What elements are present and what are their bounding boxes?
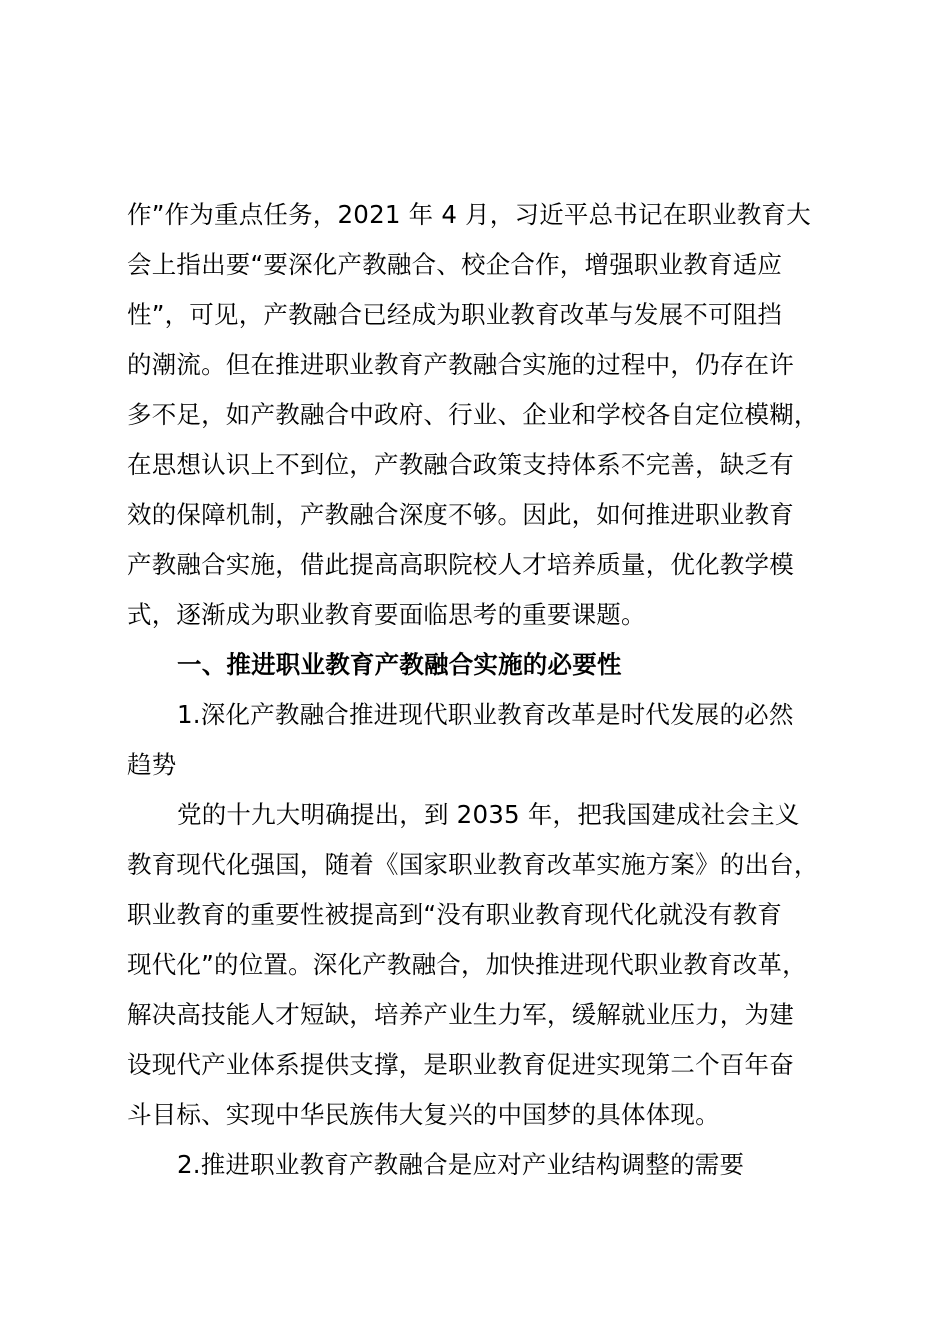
- paragraph-line: 斗目标、实现中华民族伟大复兴的中国梦的具体体现。: [127, 1100, 720, 1129]
- paragraph-line: 党的十九大明确提出，到 2035 年，把我国建成社会主义: [177, 800, 800, 829]
- subsection-heading: 1.深化产教融合推进现代职业教育改革是时代发展的必然: [177, 700, 794, 729]
- paragraph-line: 解决高技能人才短缺，培养产业生力军，缓解就业压力，为建: [127, 1000, 794, 1029]
- subsection-heading: 2.推进职业教育产教融合是应对产业结构调整的需要: [177, 1150, 745, 1179]
- paragraph-line: 设现代产业体系提供支撑，是职业教育促进实现第二个百年奋: [127, 1050, 794, 1079]
- paragraph-line: 产教融合实施，借此提高高职院校人才培养质量，优化教学模: [127, 550, 794, 579]
- paragraph-line: 的潮流。但在推进职业教育产教融合实施的过程中，仍存在许: [127, 350, 794, 379]
- section-heading: 一、推进职业教育产教融合实施的必要性: [177, 650, 622, 679]
- paragraph-line: 多不足，如产教融合中政府、行业、企业和学校各自定位模糊，: [127, 400, 819, 429]
- subsection-heading-cont: 趋势: [127, 750, 177, 779]
- paragraph-line: 现代化”的位置。深化产教融合，加快推进现代职业教育改革，: [127, 950, 807, 979]
- paragraph-line: 式，逐渐成为职业教育要面临思考的重要课题。: [127, 600, 646, 629]
- paragraph-line: 效的保障机制，产教融合深度不够。因此，如何推进职业教育: [127, 500, 794, 529]
- paragraph-line: 职业教育的重要性被提高到“没有职业教育现代化就没有教育: [127, 900, 783, 929]
- body-text: [127, 190, 827, 1190]
- paragraph-line: 教育现代化强国，随着《国家职业教育改革实施方案》的出台，: [127, 850, 819, 879]
- paragraph-line: 作”作为重点任务，2021 年 4 月，习近平总书记在职业教育大: [127, 200, 811, 229]
- paragraph-line: 性”，可见，产教融合已经成为职业教育改革与发展不可阻挡: [127, 300, 783, 329]
- paragraph-line: 在思想认识上不到位，产教融合政策支持体系不完善，缺乏有: [127, 450, 794, 479]
- paragraph-line: 会上指出要“要深化产教融合、校企合作，增强职业教育适应: [127, 250, 783, 279]
